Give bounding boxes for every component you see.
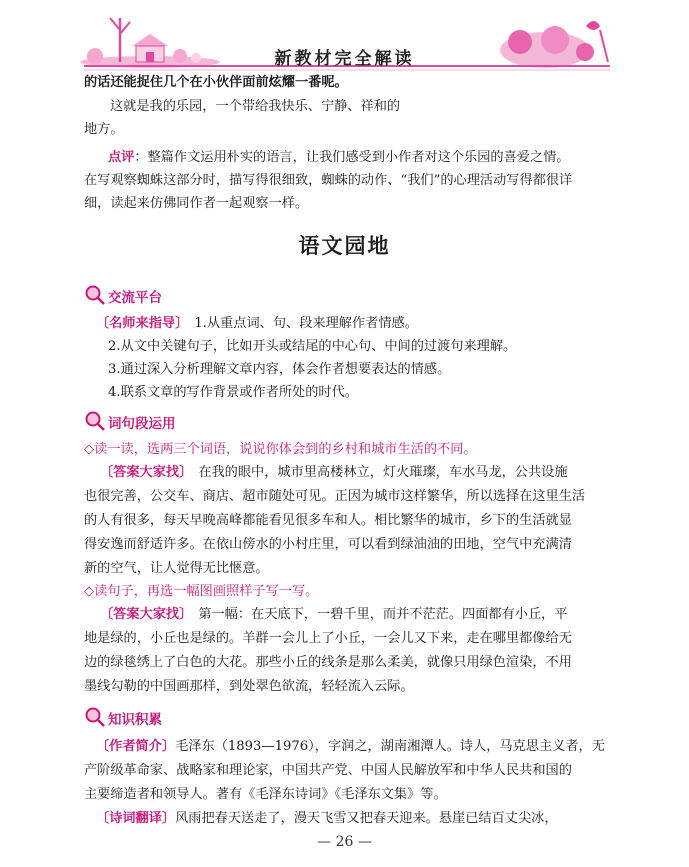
comment-line-1	[108, 148, 570, 168]
answer-2-line-2: 地是绿的，小丘也是绿的。羊群一会儿上了小丘，一会儿又下来，走在哪里都像给无	[84, 631, 572, 646]
author-line-1: 〔作者简介〕毛泽东（1893—1976），字润之，湖南湘潭人。诗人，马克思主义者，无	[96, 739, 605, 754]
answer-1-line-5: 新的空气，让人觉得无比惬意。	[84, 561, 269, 576]
exchange-item-2: 2.从文中关键句子，比如开头或结尾的中心句、中间的过渡句来理解。	[108, 339, 517, 354]
author-line-3: 主要缔造者和领导人。著有《毛泽东诗词》《毛泽东文集》等。	[84, 787, 447, 802]
page-title: 语文园地	[298, 234, 391, 258]
answer-1-line-4: 得安逸而舒适许多。在依山傍水的小村庄里，可以看到绿油油的田地，空气中充满清	[84, 537, 572, 552]
answer-2-tag: 〔答案大家找〕	[100, 607, 193, 622]
answer-2-line-1: 〔答案大家找〕 第一幅：在天底下，一碧千里，而并不茫茫。四面都有小丘，平	[100, 607, 568, 622]
answer-1-line-3: 的人有很多，每天早晚高峰都能看见很多车和人。相比繁华的城市，乡下的生活就显	[84, 513, 572, 528]
magnifier-icon	[84, 410, 106, 432]
exchange-item-3: 3.通过深入分析理解文章内容，体会作者想要表达的情感。	[108, 362, 451, 377]
section-words-title: 词句段运用	[108, 416, 176, 432]
exchange-item-1: 〔名师来指导〕 1.从重点词、句、段来理解作者情感。	[96, 316, 418, 331]
comment-line-2: 在写观察蜘蛛这部分时，描写得很细致，蜘蛛的动作、“我们”的心理活动写得都很详	[84, 173, 573, 188]
translation-tag: 〔诗词翻译〕	[96, 811, 176, 826]
answer-1-line-2: 也很完善，公交车、商店、超市随处可见。正因为城市这样繁华，所以选择在这里生活	[84, 489, 586, 504]
section-knowledge-title: 知识积累	[108, 712, 162, 728]
teacher-guide-tag: 〔名师来指导〕	[96, 316, 189, 331]
page-header	[0, 0, 689, 78]
magnifier-icon	[84, 284, 106, 306]
comment-label: 点评	[108, 150, 135, 165]
question-1: ◇读一读，选两三个词语，说说你体会到的乡村和城市生活的不同。	[84, 442, 477, 457]
answer-2-line-3: 边的绿毯绣上了白色的大花。那些小丘的线条是那么柔美，就像只用绿色渲染，不用	[84, 655, 572, 670]
author-line-2: 产阶级革命家、战略家和理论家，中国共产党、中国人民解放军和中华人民共和国的	[84, 763, 572, 778]
comment-line-3: 细，读起来仿佛同作者一起观察一样。	[84, 196, 309, 211]
intro-line-3: 地方。	[84, 122, 124, 137]
header-title: 新教材完全解读	[274, 49, 415, 69]
exchange-item-4: 4.联系文章的写作背景或作者所处的时代。	[108, 385, 358, 400]
intro-line-1: 的话还能捉住几个在小伙伴面前炫耀一番呢。	[84, 75, 348, 90]
section-exchange-title: 交流平台	[108, 290, 162, 306]
question-2: ◇读句子，再选一幅图画照样子写一写。	[84, 584, 319, 599]
translation-line-1: 〔诗词翻译〕风雨把春天送走了，漫天飞雪又把春天迎来。悬崖已结百丈尖冰，	[96, 811, 558, 826]
answer-2-line-4: 墨线勾勒的中国画那样，到处翠色欲流，轻轻流入云际。	[84, 679, 414, 694]
page-number: — 26 —	[317, 834, 372, 850]
magnifier-icon	[84, 706, 106, 728]
answer-1-line-1: 〔答案大家找〕 在我的眼中，城市里高楼林立，灯火璀璨，车水马龙，公共设施	[100, 465, 568, 480]
comment-text-1: ：整篇作文运用朴实的语言，让我们感受到小作者对这个乐园的喜爱之情。	[134, 150, 570, 165]
answer-1-tag: 〔答案大家找〕	[100, 465, 193, 480]
intro-line-2: 这就是我的乐园，一个带给我快乐、宁静、祥和的	[110, 99, 401, 114]
author-tag: 〔作者简介〕	[96, 739, 176, 754]
